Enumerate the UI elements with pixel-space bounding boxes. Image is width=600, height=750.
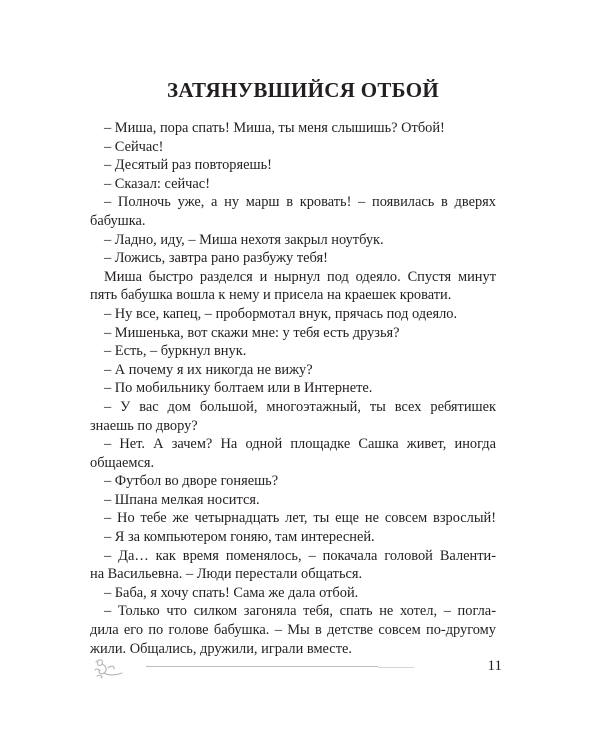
text-line: жили. Общались, дружили, играли вместе. — [90, 640, 352, 657]
text-line: – У вас дом большой, многоэтажный, ты всех ребятишек — [104, 398, 496, 415]
text-line: – А почему я их никогда не вижу? — [104, 361, 313, 378]
text-line: – Нет. А зачем? На одной площадке Сашка живет, иногда — [104, 436, 496, 453]
text-line: знаешь по двору? — [90, 417, 198, 434]
story-text — [90, 119, 496, 658]
text-line: – Баба, я хочу спать! Сама же дала отбой. — [104, 584, 359, 601]
text-line: – Есть, – буркнул внук. — [104, 343, 247, 360]
text-line: – Сказал: сейчас! — [104, 175, 210, 192]
text-line: – Сейчас! — [104, 138, 164, 155]
text-line: – Ладно, иду, – Миша нехотя закрыл ноутбук. — [104, 231, 384, 248]
text-line: – Шпана мелкая носится. — [104, 491, 260, 508]
text-line: – Только что силком загоняла тебя, спать не хотел, – погла- — [104, 603, 496, 620]
chapter-title: ЗАТЯНУВШИЙСЯ ОТБОЙ — [167, 78, 439, 102]
text-line: – Десятый раз повторяешь! — [104, 157, 272, 174]
text-line: – Миша, пора спать! Миша, ты меня слышишь? Отбой! — [104, 120, 445, 136]
text-line: – Ну все, капец, – пробормотал внук, прячась под одеяло. — [104, 305, 458, 322]
page-number: 11 — [487, 658, 502, 674]
text-line: общаемся. — [90, 454, 155, 471]
text-line: Миша быстро разделся и нырнул под одеяло. Спустя минут — [104, 268, 496, 285]
footer-divider — [146, 666, 378, 667]
text-line: – Полночь уже, а ну марш в кровать! – появилась в дверях — [104, 194, 496, 211]
text-line: – Но тебе же четырнадцать лет, ты еще не совсем взрослый! — [104, 510, 496, 527]
text-line: – По мобильнику болтаем или в Интернете. — [104, 380, 373, 397]
text-line: пять бабушка вошла к нему и присела на краешек кровати. — [90, 287, 452, 304]
text-line: – Мишенька, вот скажи мне: у тебя есть друзья? — [104, 324, 400, 341]
text-line: бабушка. — [90, 212, 146, 229]
floral-ornament-icon — [92, 656, 126, 680]
text-line: на Васильевна. – Люди перестали общаться. — [90, 566, 363, 583]
footer-divider-tail — [378, 667, 414, 668]
text-line: – Футбол во дворе гоняешь? — [104, 473, 279, 490]
text-line: – Ложись, завтра рано разбужу тебя! — [104, 250, 328, 267]
text-line: дила его по голове бабушка. – Мы в детстве совсем по-другому — [90, 622, 496, 639]
text-line: – Я за компьютером гоняю, там интересней. — [104, 529, 375, 546]
text-line: – Да… как время поменялось, – покачала головой Валенти- — [104, 547, 496, 564]
